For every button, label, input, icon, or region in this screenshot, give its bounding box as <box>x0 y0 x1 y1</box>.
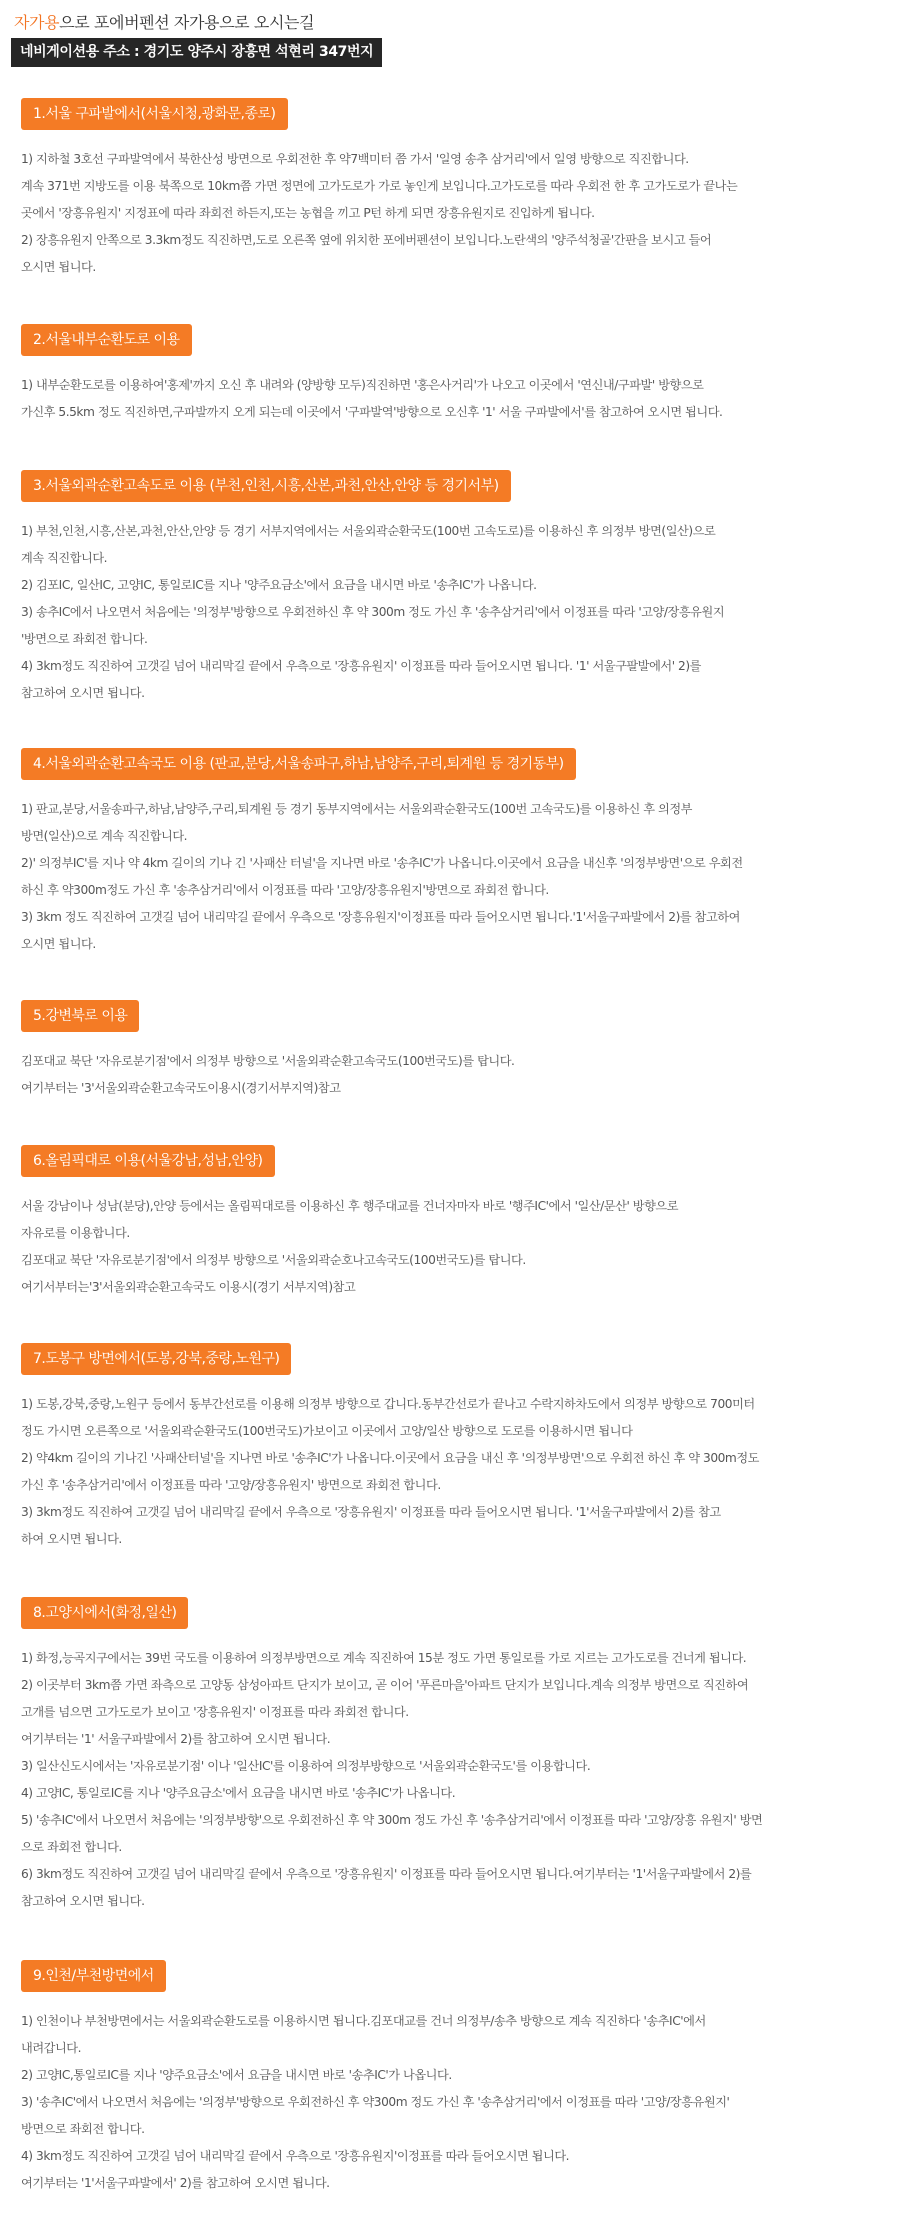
navigation-address: 네비게이션용 주소 : 경기도 양주시 장흥면 석현리 347번지 <box>11 38 382 67</box>
text-line: 여기부터는 '3'서울외곽순환고속국도이용시(경기서부지역)참고 <box>21 1081 341 1095</box>
section-body <box>21 2008 893 2197</box>
text-line: '방면으로 좌회전 합니다. <box>21 632 148 646</box>
section-body <box>21 1193 893 1301</box>
text-line: 1) 도봉,강북,중랑,노원구 등에서 동부간선로를 이용해 의정부 방향으로 갑니다.동부간선로가 끝나고 수락지하차도에서 의정부 방향으로 700미터 <box>21 1397 755 1411</box>
section-title: 6.올림픽대로 이용(서울강남,성남,안양) <box>21 1145 275 1177</box>
text-line: 가신 후 '송추삼거리'에서 이정표를 따라 '고양/장흥유원지' 방면으로 좌회전 합니다. <box>21 1478 441 1492</box>
section-body <box>21 1048 893 1102</box>
section-body <box>21 1645 893 1915</box>
text-line: 4) 3km정도 직진하여 고갯길 넘어 내리막길 끝에서 우측으로 '장흥유원지'이정표를 따라 들어오시면 됩니다. <box>21 2149 570 2163</box>
section-title: 9.인천/부천방면에서 <box>21 1960 166 1992</box>
text-line: 2) 김포IC, 일산IC, 고양IC, 통일로IC를 지나 '양주요금소'에서 요금을 내시면 바로 '송추IC'가 나옵니다. <box>21 578 537 592</box>
text-line: 3) '송추IC'에서 나오면서 처음에는 '의정부'방향으로 우회전하신 후 약300m 정도 가신 후 '송추삼거리'에서 이정표를 따라 '고양/장흥유원지' <box>21 2095 730 2109</box>
text-line: 하여 오시면 됩니다. <box>21 1532 122 1546</box>
text-line: 김포대교 북단 '자유로분기점'에서 의정부 방향으로 '서울외곽순호나고속국도(100번국도)를 탑니다. <box>21 1253 526 1267</box>
text-line: 4) 고양IC, 통일로IC를 지나 '양주요금소'에서 요금을 내시면 바로 '송추IC'가 나옵니다. <box>21 1786 456 1800</box>
text-line: 1) 내부순환도로를 이용하여'홍제'까지 오신 후 내려와 (양방향 모두)직진하면 '홍은사거리'가 나오고 이곳에서 '연신내/구파발' 방향으로 <box>21 378 704 392</box>
text-line: 으로 좌회전 합니다. <box>21 1840 122 1854</box>
text-line: 5) '송추IC'에서 나오면서 처음에는 '의정부방향'으로 우회전하신 후 약 300m 정도 가신 후 '송추삼거리'에서 이정표를 따라 '고양/장흥 유원지' 방면 <box>21 1813 763 1827</box>
section-title: 7.도봉구 방면에서(도봉,강북,중랑,노원구) <box>21 1343 291 1375</box>
text-line: 1) 화정,능곡지구에서는 39번 국도를 이용하여 의정부방면으로 계속 직진하여 15분 정도 가면 통일로를 가로 지르는 고가도로를 건너게 됩니다. <box>21 1651 747 1665</box>
text-line: 3) 3km정도 직진하여 고갯길 넘어 내리막길 끝에서 우측으로 '장흥유원지' 이정표를 따라 들어오시면 됩니다. '1'서울구파발에서 2)를 참고 <box>21 1505 721 1519</box>
section-title: 2.서울내부순환도로 이용 <box>21 324 192 356</box>
text-line: 3) 송추IC에서 나오면서 처음에는 '의정부'방향으로 우회전하신 후 약 300m 정도 가신 후 '송추삼거리'에서 이정표를 따라 '고양/장흥유원지 <box>21 605 725 619</box>
text-line: 6) 3km정도 직진하여 고갯길 넘어 내리막길 끝에서 우측으로 '장흥유원지' 이정표를 따라 들어오시면 됩니다.여기부터는 '1'서울구파발에서 2)를 <box>21 1867 752 1881</box>
text-line: 여기부터는 '1'서울구파발에서' 2)를 참고하여 오시면 됩니다. <box>21 2176 330 2190</box>
text-line: 서울 강남이나 성남(분당),안양 등에서는 올림픽대로를 이용하신 후 행주대교를 건너자마자 바로 '행주IC'에서 '일산/문산' 방향으로 <box>21 1199 679 1213</box>
text-line: 2) 장흥유원지 안쪽으로 3.3km정도 직진하면,도로 오른쪽 옆에 위치한 포에버펜션이 보입니다.노란색의 '양주석청골'간판을 보시고 들어 <box>21 233 712 247</box>
title-accent: 자가용 <box>14 13 60 32</box>
section-title: 4.서울외곽순환고속국도 이용 (판교,분당,서울송파구,하남,남양주,구리,퇴계원 등 경기동부) <box>21 748 576 780</box>
text-line: 2) 약4km 길이의 기나긴 '사패산터널'을 지나면 바로 '송추IC'가 나옵니다.이곳에서 요금을 내신 후 '의정부방면'으로 우회전 하신 후 약 300m정도 <box>21 1451 759 1465</box>
text-line: 곳에서 '장흥유원지' 지정표에 따라 좌회전 하든지,또는 농협을 끼고 P턴 하게 되면 장흥유원지로 진입하게 됩니다. <box>21 206 595 220</box>
text-line: 정도 가시면 오른쪽으로 '서울외곽순환국도(100번국도)가보이고 이곳에서 고양/일산 방향으로 도로를 이용하시면 됩니다 <box>21 1424 633 1438</box>
section-title: 8.고양시에서(화정,일산) <box>21 1597 188 1629</box>
text-line: 참고하여 오시면 됩니다. <box>21 686 145 700</box>
text-line: 하신 후 약300m정도 가신 후 '송추삼거리'에서 이정표를 따라 '고양/장흥유원지'방면으로 좌회전 합니다. <box>21 883 549 897</box>
text-line: 고개를 넘으면 고가도로가 보이고 '장흥유원지' 이정표를 따라 좌회전 합니다. <box>21 1705 409 1719</box>
text-line: 오시면 됩니다. <box>21 937 96 951</box>
text-line: 2)' 의정부IC'를 지나 약 4km 길이의 기나 긴 '사패산 터널'을 지나면 바로 '송추IC'가 나옵니다.이곳에서 요금을 내신후 '의정부방면'으로 우회전 <box>21 856 743 870</box>
section-body <box>21 1391 893 1553</box>
text-line: 3) 일산신도시에서는 '자유로분기점' 이나 '일산IC'를 이용하여 의정부방향으로 '서울외곽순환국도'를 이용합니다. <box>21 1759 591 1773</box>
section-title: 1.서울 구파발에서(서울시청,광화문,종로) <box>21 98 288 130</box>
section-body <box>21 372 893 426</box>
text-line: 오시면 됩니다. <box>21 260 96 274</box>
text-line: 1) 지하철 3호선 구파발역에서 북한산성 방면으로 우회전한 후 약7백미터 쯤 가서 '일영 송추 삼거리'에서 일영 방향으로 직진합니다. <box>21 152 689 166</box>
section-body <box>21 146 893 281</box>
section-body <box>21 796 893 958</box>
text-line: 여기서부터는'3'서울외곽순환고속국도 이용시(경기 서부지역)참고 <box>21 1280 356 1294</box>
text-line: 여기부터는 '1' 서울구파발에서 2)를 참고하여 오시면 됩니다. <box>21 1732 331 1746</box>
text-line: 참고하여 오시면 됩니다. <box>21 1894 145 1908</box>
text-line: 방면으로 좌회전 합니다. <box>21 2122 145 2136</box>
text-line: 1) 판교,분당,서울송파구,하남,남양주,구리,퇴계원 등 경기 동부지역에서는 서울외곽순환국도(100번 고속국도)를 이용하신 후 의정부 <box>21 802 692 816</box>
text-line: 김포대교 북단 '자유로분기점'에서 의정부 방향으로 '서울외곽순환고속국도(100번국도)를 탑니다. <box>21 1054 515 1068</box>
text-line: 1) 부천,인천,시흥,산본,과천,안산,안양 등 경기 서부지역에서는 서울외곽순환국도(100번 고속도로)를 이용하신 후 의정부 방면(일산)으로 <box>21 524 716 538</box>
text-line: 4) 3km정도 직진하여 고갯길 넘어 내리막길 끝에서 우측으로 '장흥유원지' 이정표를 따라 들어오시면 됩니다. '1' 서울구팔발에서' 2)를 <box>21 659 701 673</box>
text-line: 2) 이곳부터 3km쯤 가면 좌측으로 고양동 삼성아파트 단지가 보이고, 곧 이어 '푸른마을'아파트 단지가 보입니다.계속 의정부 방면으로 직진하여 <box>21 1678 749 1692</box>
text-line: 3) 3km 정도 직진하여 고갯길 넘어 내리막길 끝에서 우측으로 '장흥유원지'이정표를 따라 들어오시면 됩니다.'1'서울구파발에서 2)를 참고하여 <box>21 910 740 924</box>
text-line: 방면(일산)으로 계속 직진합니다. <box>21 829 188 843</box>
title-rest: 으로 포에버펜션 자가용으로 오시는길 <box>59 13 315 32</box>
page-title <box>14 10 314 33</box>
text-line: 계속 371번 지방도를 이용 북쪽으로 10km쯤 가면 정면에 고가도로가 가로 놓인게 보입니다.고가도로를 따라 우회전 한 후 고가도로가 끝나는 <box>21 179 738 193</box>
text-line: 2) 고양IC,통일로IC를 지나 '양주요금소'에서 요금을 내시면 바로 '송추IC'가 나옵니다. <box>21 2068 452 2082</box>
section-title: 5.강변북로 이용 <box>21 1000 139 1032</box>
section-title: 3.서울외곽순환고속도로 이용 (부천,인천,시흥,산본,과천,안산,안양 등 경기서부) <box>21 470 511 502</box>
text-line: 계속 직진합니다. <box>21 551 108 565</box>
text-line: 1) 인천이나 부천방면에서는 서울외곽순환도로를 이용하시면 됩니다.김포대교를 건너 의정부/송추 방향으로 계속 직진하다 '송추IC'에서 <box>21 2014 706 2028</box>
text-line: 내려갑니다. <box>21 2041 82 2055</box>
text-line: 자유로를 이용합니다. <box>21 1226 130 1240</box>
text-line: 가신후 5.5km 정도 직진하면,구파발까지 오게 되는데 이곳에서 '구파발역'방향으로 오신후 '1' 서울 구파발에서'를 참고하여 오시면 됩니다. <box>21 405 723 419</box>
section-body <box>21 518 893 707</box>
